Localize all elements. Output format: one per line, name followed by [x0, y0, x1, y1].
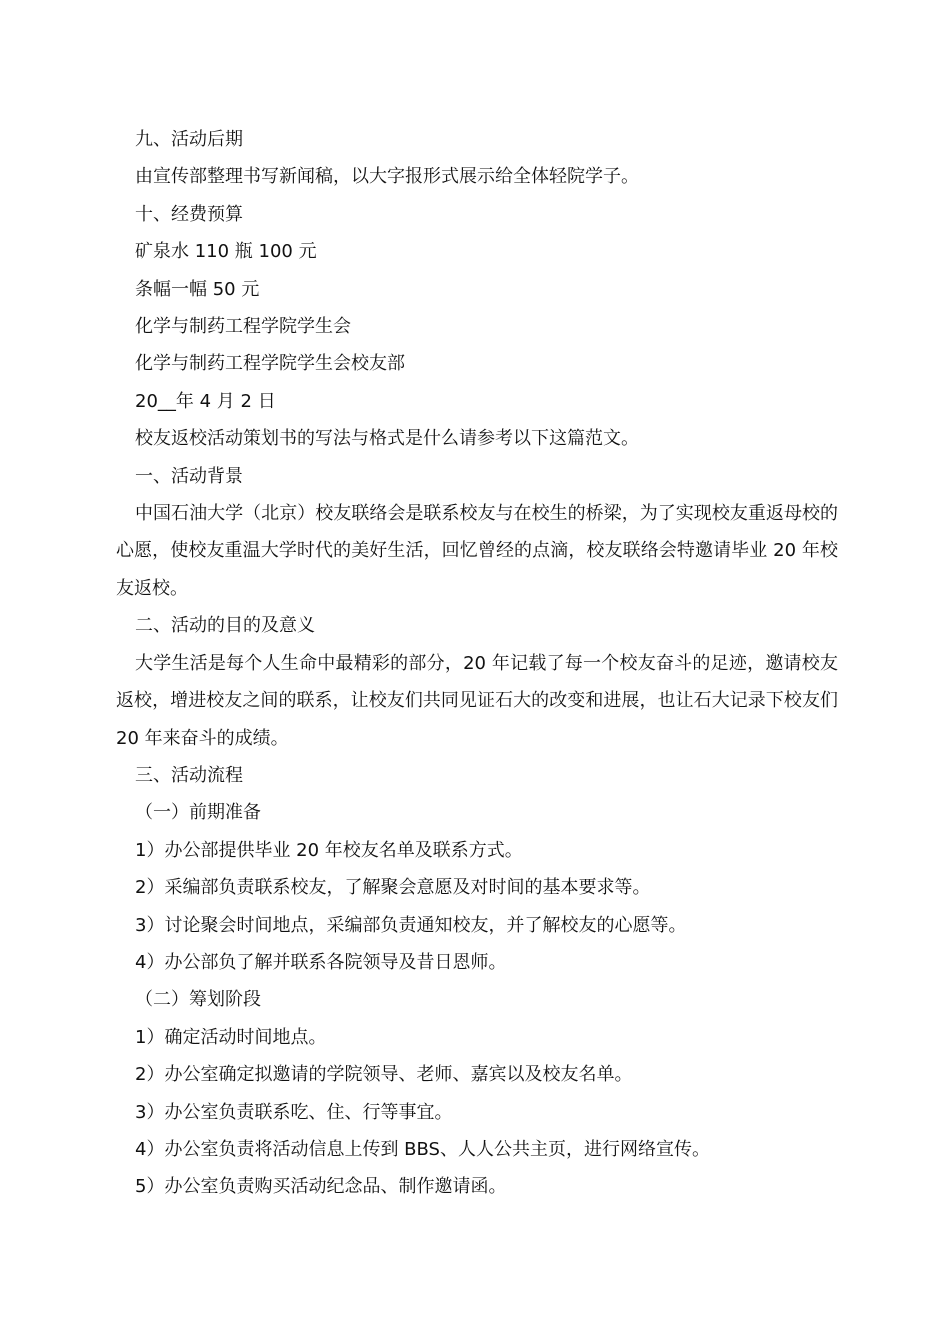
section-heading-background: 一、活动背景 — [135, 465, 243, 487]
list-item: 4）办公室负责将活动信息上传到 BBS、人人公共主页，进行网络宣传。 — [135, 1138, 710, 1160]
subsection-heading-preparation: （一）前期准备 — [135, 802, 261, 824]
list-item: 2）办公室确定拟邀请的学院领导、老师、嘉宾以及校友名单。 — [135, 1064, 633, 1086]
subsection-heading-planning: （二）筹划阶段 — [135, 989, 261, 1011]
intro-line: 校友返校活动策划书的写法与格式是什么请参考以下这篇范文。 — [135, 428, 639, 450]
list-item: 1）确定活动时间地点。 — [135, 1026, 327, 1048]
section-heading-purpose: 二、活动的目的及意义 — [135, 615, 315, 637]
organizer-line: 化学与制药工程学院学生会校友部 — [135, 353, 405, 375]
list-item: 1）办公部提供毕业 20 年校友名单及联系方式。 — [135, 839, 523, 861]
list-item: 3）讨论聚会时间地点，采编部负责通知校友，并了解校友的心愿等。 — [135, 914, 687, 936]
paragraph-purpose: 大学生活是每个人生命中最精彩的部分，20 年记载了每一个校友奋斗的足迹，邀请校友返校，增进校友之间的联系，让校友们共同见证石大的改变和进展，也让石大记录下校友们 20 年来奋斗的成绩。 — [116, 652, 838, 749]
text-line: 由宣传部整理书写新闻稿，以大字报形式展示给全体轻院学子。 — [135, 166, 639, 188]
document-body — [116, 121, 838, 1206]
section-heading-budget: 十、经费预算 — [135, 203, 243, 225]
list-item: 4）办公部负了解并联系各院领导及昔日恩师。 — [135, 951, 507, 973]
paragraph-background: 中国石油大学（北京）校友联络会是联系校友与在校生的桥梁，为了实现校友重返母校的心愿，使校友重温大学时代的美好生活，回忆曾经的点滴，校友联络会特邀请毕业 20 年校友返校。 — [116, 503, 838, 599]
date-line: 20__年 4 月 2 日 — [135, 390, 276, 412]
list-item: 2）采编部负责联系校友，了解聚会意愿及对时间的基本要求等。 — [135, 877, 651, 899]
section-heading-aftermath: 九、活动后期 — [135, 129, 243, 150]
budget-item: 条幅一幅 50 元 — [135, 278, 260, 300]
list-item: 5）办公室负责购买活动纪念品、制作邀请函。 — [135, 1176, 507, 1198]
budget-item: 矿泉水 110 瓶 100 元 — [135, 241, 317, 263]
section-heading-process: 三、活动流程 — [135, 764, 243, 786]
organizer-line: 化学与制药工程学院学生会 — [135, 316, 351, 338]
list-item: 3）办公室负责联系吃、住、行等事宜。 — [135, 1101, 453, 1123]
